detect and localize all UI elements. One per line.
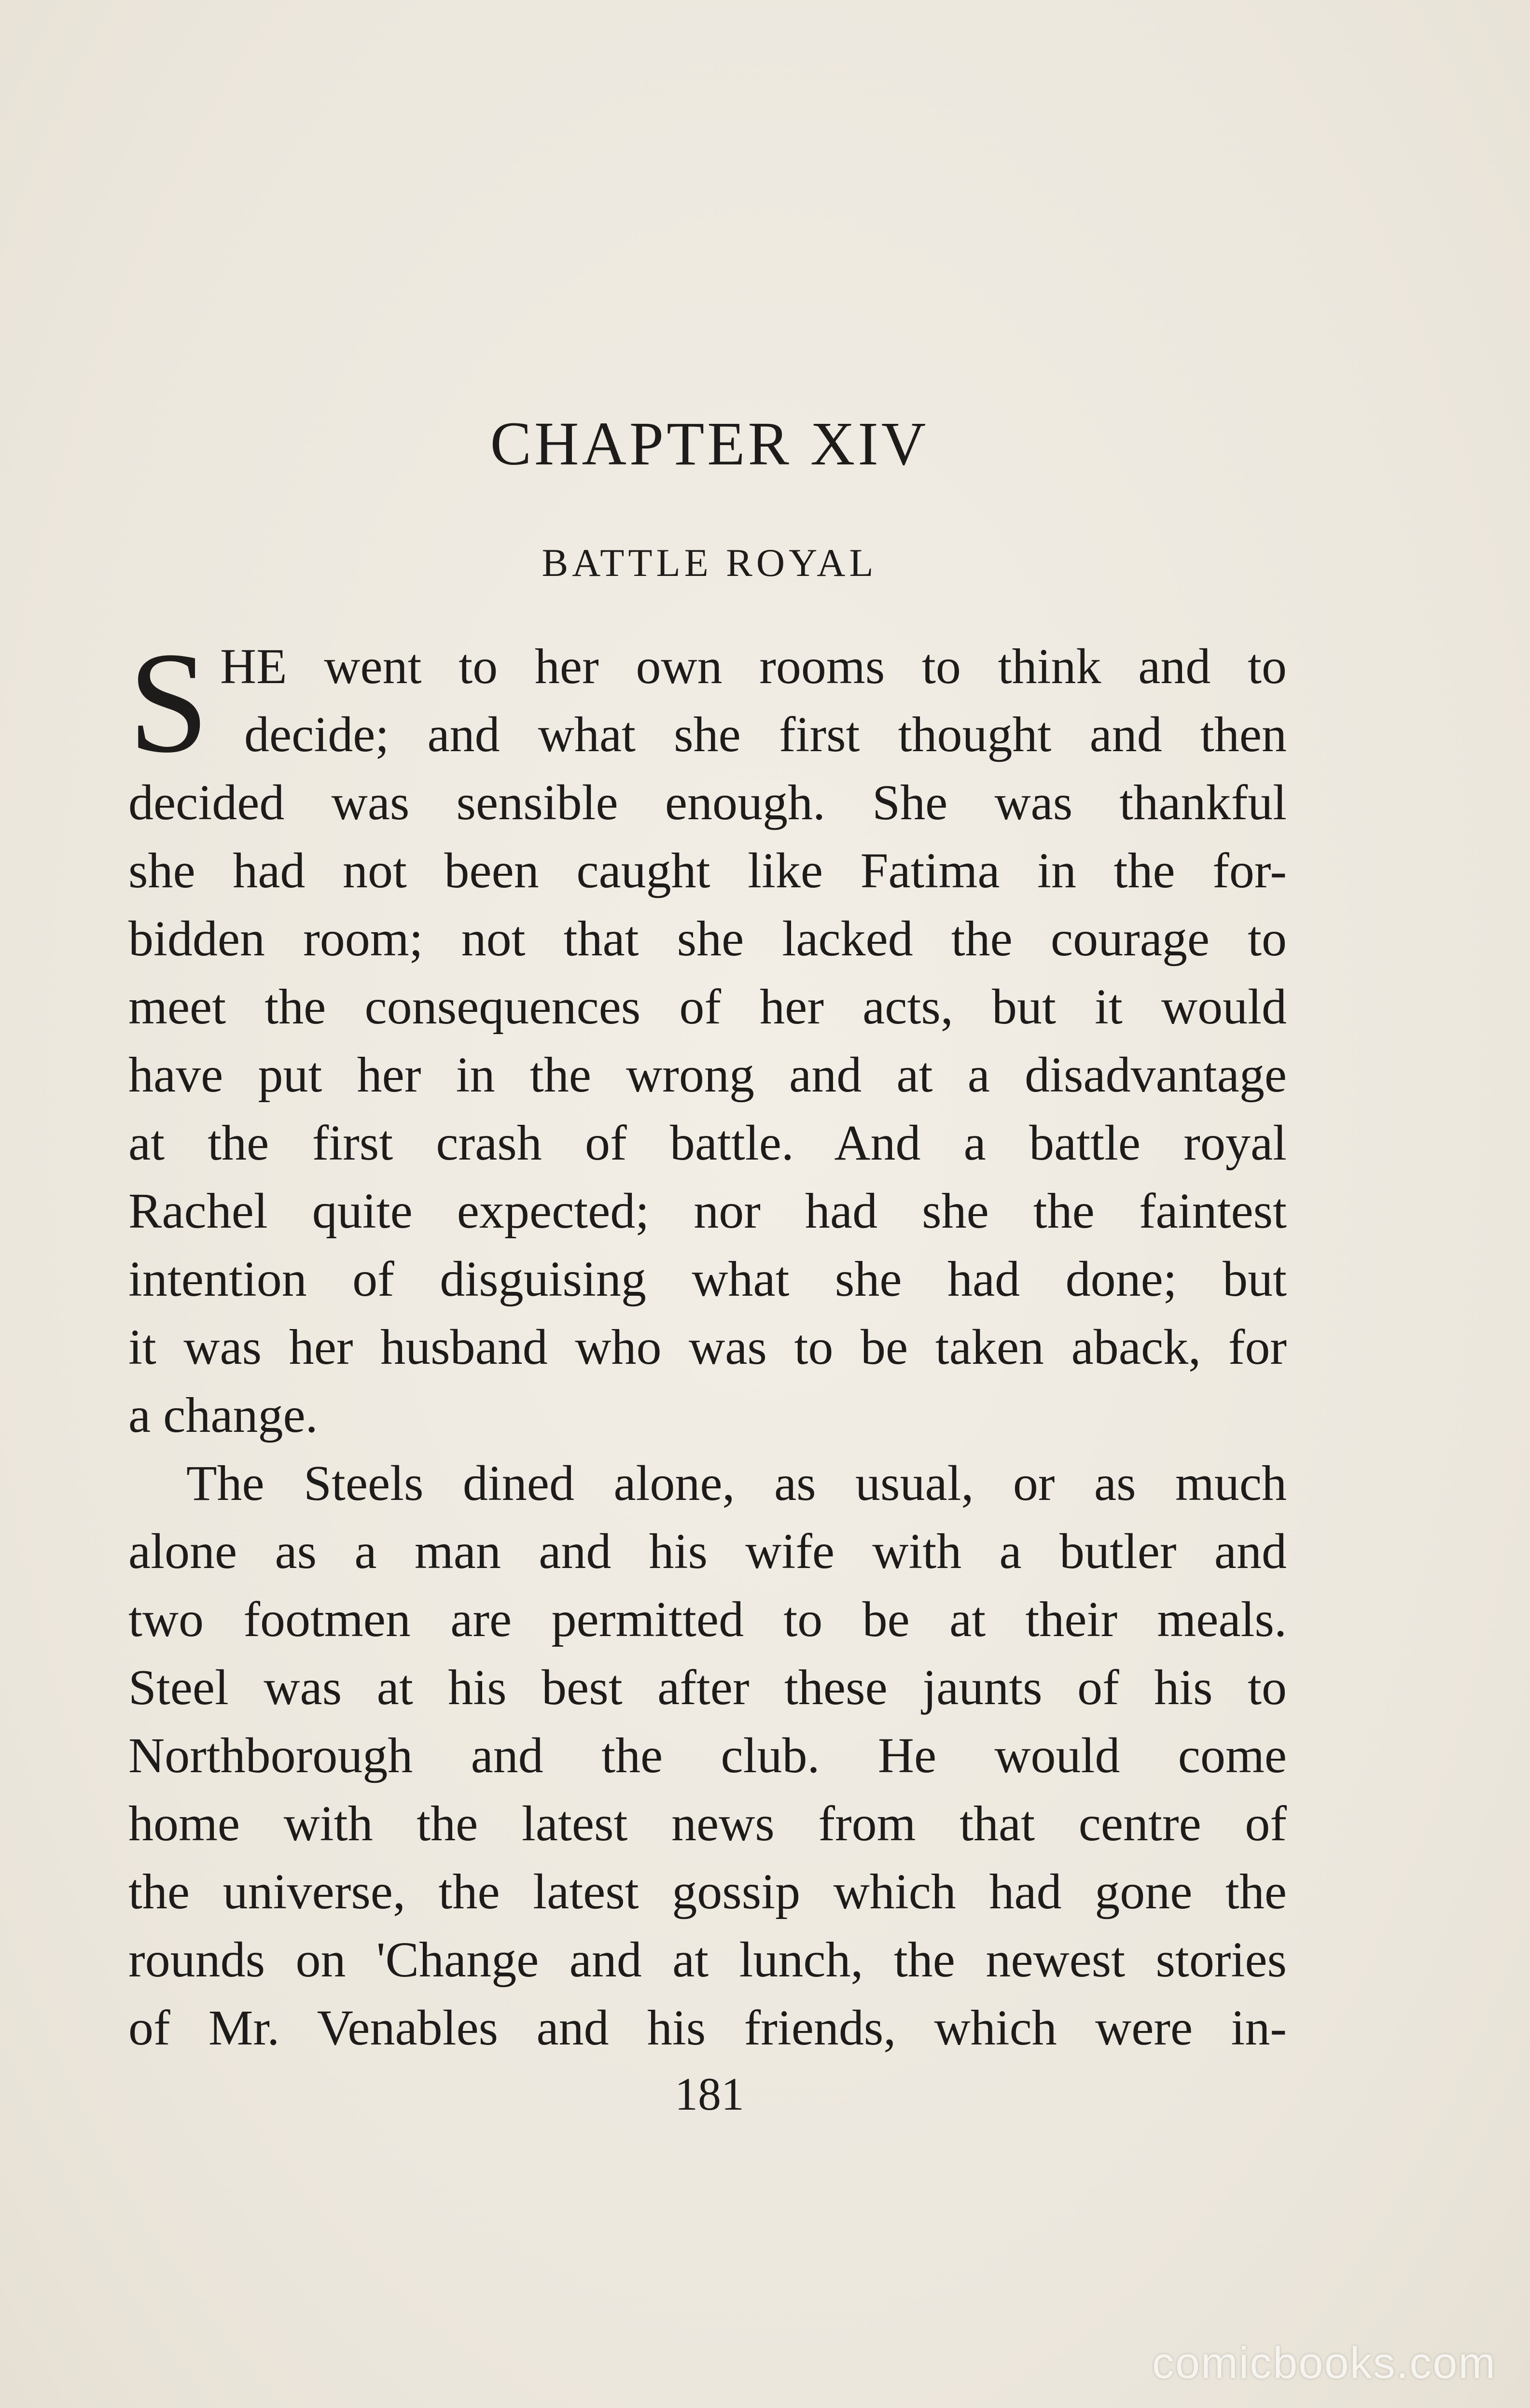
text-line: The Steels dined alone, as usual, or as much <box>186 1456 1287 1511</box>
text-line: Rachel quite expected; nor had she the faintest <box>128 1183 1287 1239</box>
text-line: of Mr. Venables and his friends, which were in- <box>128 2000 1287 2056</box>
text-line: it was her husband who was to be taken aback, for <box>128 1319 1287 1375</box>
text-line: at the first crash of battle. And a battle royal <box>128 1115 1287 1171</box>
text-line: Northborough and the club. He would come <box>128 1728 1287 1783</box>
chapter-subtitle: BATTLE ROYAL <box>542 541 877 585</box>
text-line: intention of disguising what she had done; but <box>128 1251 1287 1307</box>
page-number: 181 <box>675 2068 744 2120</box>
drop-cap: S <box>128 622 209 783</box>
text-line: rounds on 'Change and at lunch, the newest stories <box>128 1932 1287 1988</box>
text-line: she had not been caught like Fatima in the for- <box>128 843 1287 898</box>
text-line: a change. <box>128 1387 318 1443</box>
text-line: decide; and what she first thought and then <box>244 707 1287 762</box>
chapter-heading: CHAPTER XIV <box>490 409 929 478</box>
text-line: two footmen are permitted to be at their meals. <box>128 1592 1287 1647</box>
text-line: decided was sensible enough. She was thankful <box>128 775 1287 830</box>
text-line: HE went to her own rooms to think and to <box>220 639 1287 694</box>
text-line: meet the consequences of her acts, but it would <box>128 979 1287 1035</box>
text-line: the universe, the latest gossip which had gone the <box>128 1864 1287 1919</box>
watermark: comicbooks.com <box>1152 2338 1496 2388</box>
text-line: Steel was at his best after these jaunts of his to <box>128 1660 1287 1715</box>
text-line: have put her in the wrong and at a disadvantage <box>128 1047 1287 1103</box>
text-line: bidden room; not that she lacked the courage to <box>128 911 1287 966</box>
text-line: home with the latest news from that centre of <box>128 1796 1287 1851</box>
text-line: alone as a man and his wife with a butler and <box>128 1524 1287 1579</box>
